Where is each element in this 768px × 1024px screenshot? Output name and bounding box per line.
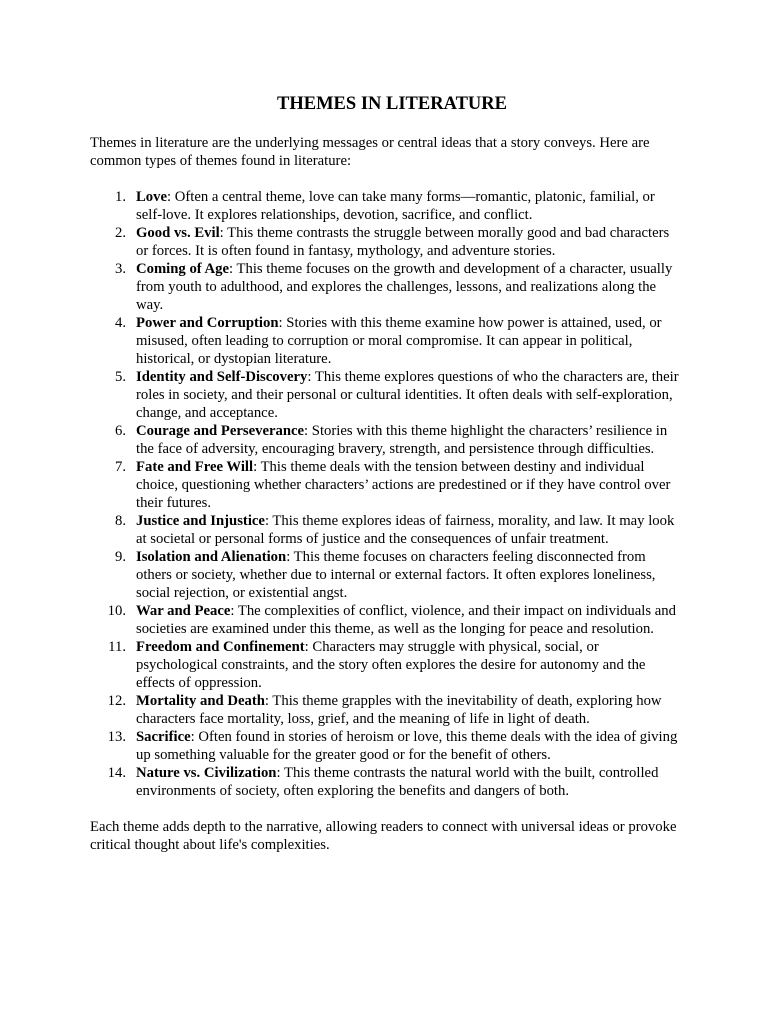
theme-list-item <box>90 188 680 224</box>
theme-number: 2. <box>114 225 126 241</box>
theme-name: Fate and Free Will <box>136 459 254 475</box>
theme-number: 13. <box>107 729 126 745</box>
intro-paragraph: Themes in literature are the underlying messages or central ideas that a story conveys. Here are common types of themes found in literature: <box>90 135 650 169</box>
theme-number: 7. <box>114 459 126 475</box>
theme-name: Freedom and Confinement <box>136 639 305 655</box>
theme-list-item <box>90 224 680 260</box>
theme-name: Nature vs. Civilization <box>136 765 277 781</box>
theme-number: 8. <box>114 513 126 529</box>
theme-description: : This theme focuses on characters feeling disconnected from others or society, whether due to internal or external factors. It often explores loneliness, social rejection, or existential angst. <box>136 549 656 601</box>
theme-description: : Stories with this theme highlight the characters’ resilience in the face of adversity, encouraging bravery, strength, and persistence through difficulties. <box>136 423 668 457</box>
theme-number: 5. <box>114 369 126 385</box>
theme-description: : Stories with this theme examine how power is attained, used, or misused, often leading to corruption or moral compromise. It can appear in political, historical, or dystopian literature. <box>136 315 662 367</box>
theme-description: : This theme deals with the tension between destiny and individual choice, questioning whether characters’ actions are predestined or if they have control over their futures. <box>136 459 671 511</box>
theme-list-item <box>90 512 680 548</box>
theme-number: 11. <box>108 639 126 655</box>
theme-name: Justice and Injustice <box>136 513 265 529</box>
conclusion-paragraph: Each theme adds depth to the narrative, allowing readers to connect with universal ideas or provoke critical thought about life's complexities. <box>90 819 677 853</box>
theme-list-item <box>90 368 680 422</box>
theme-description: : The complexities of conflict, violence, and their impact on individuals and societies are examined under this theme, as well as the longing for peace and resolution. <box>136 603 676 637</box>
theme-description: : Often found in stories of heroism or love, this theme deals with the idea of giving up something valuable for the greater good or for the benefit of others. <box>136 729 678 763</box>
theme-number: 12. <box>107 693 126 709</box>
theme-name: Good vs. Evil <box>136 225 220 241</box>
theme-number: 4. <box>114 315 126 331</box>
theme-list-item <box>90 422 680 458</box>
theme-name: War and Peace <box>136 603 231 619</box>
theme-description: : This theme focuses on the growth and development of a character, usually from youth to adulthood, and explores the challenges, lessons, and realizations along the way. <box>136 261 673 313</box>
theme-number: 9. <box>114 549 126 565</box>
theme-description: : Often a central theme, love can take many forms—romantic, platonic, familial, or self-love. It explores relationships, devotion, sacrifice, and conflict. <box>136 189 655 223</box>
theme-list-item <box>90 314 680 368</box>
theme-number: 14. <box>107 765 126 781</box>
theme-name: Courage and Perseverance <box>136 423 305 439</box>
theme-description: : This theme grapples with the inevitability of death, exploring how characters face mortality, loss, grief, and the meaning of life in light of death. <box>136 693 662 727</box>
theme-list-item <box>90 692 680 728</box>
theme-name: Love <box>136 189 168 205</box>
theme-name: Identity and Self-Discovery <box>136 369 308 385</box>
theme-description: : Characters may struggle with physical, social, or psychological constraints, and the story often explores the desire for autonomy and the effects of oppression. <box>136 639 646 691</box>
theme-list-item <box>90 548 680 602</box>
theme-description: : This theme contrasts the natural world with the built, controlled environments of society, often exploring the benefits and dangers of both. <box>136 765 659 799</box>
theme-number: 3. <box>114 261 126 277</box>
theme-description: : This theme explores questions of who the characters are, their roles in society, and their personal or cultural identities. It often deals with self-exploration, change, and acceptance. <box>136 369 679 421</box>
theme-name: Power and Corruption <box>136 315 279 331</box>
theme-list-item <box>90 602 680 638</box>
theme-name: Coming of Age <box>136 261 230 277</box>
theme-name: Mortality and Death <box>136 693 265 709</box>
theme-number: 6. <box>114 423 126 439</box>
theme-list-item <box>90 458 680 512</box>
theme-description: : This theme explores ideas of fairness, morality, and law. It may look at societal or personal forms of justice and the consequences of unfair treatment. <box>136 513 675 547</box>
theme-number: 1. <box>114 189 126 205</box>
theme-name: Isolation and Alienation <box>136 549 287 565</box>
theme-list-item <box>90 638 680 692</box>
themes-list <box>90 188 680 800</box>
theme-list-item <box>90 764 680 800</box>
theme-description: : This theme contrasts the struggle between morally good and bad characters or forces. It is often found in fantasy, mythology, and adventure stories. <box>136 225 670 259</box>
theme-number: 10. <box>107 603 126 619</box>
theme-name: Sacrifice <box>136 729 191 745</box>
theme-list-item <box>90 728 680 764</box>
theme-list-item <box>90 260 680 314</box>
page-title: THEMES IN LITERATURE <box>277 94 507 114</box>
document-page <box>90 92 680 854</box>
